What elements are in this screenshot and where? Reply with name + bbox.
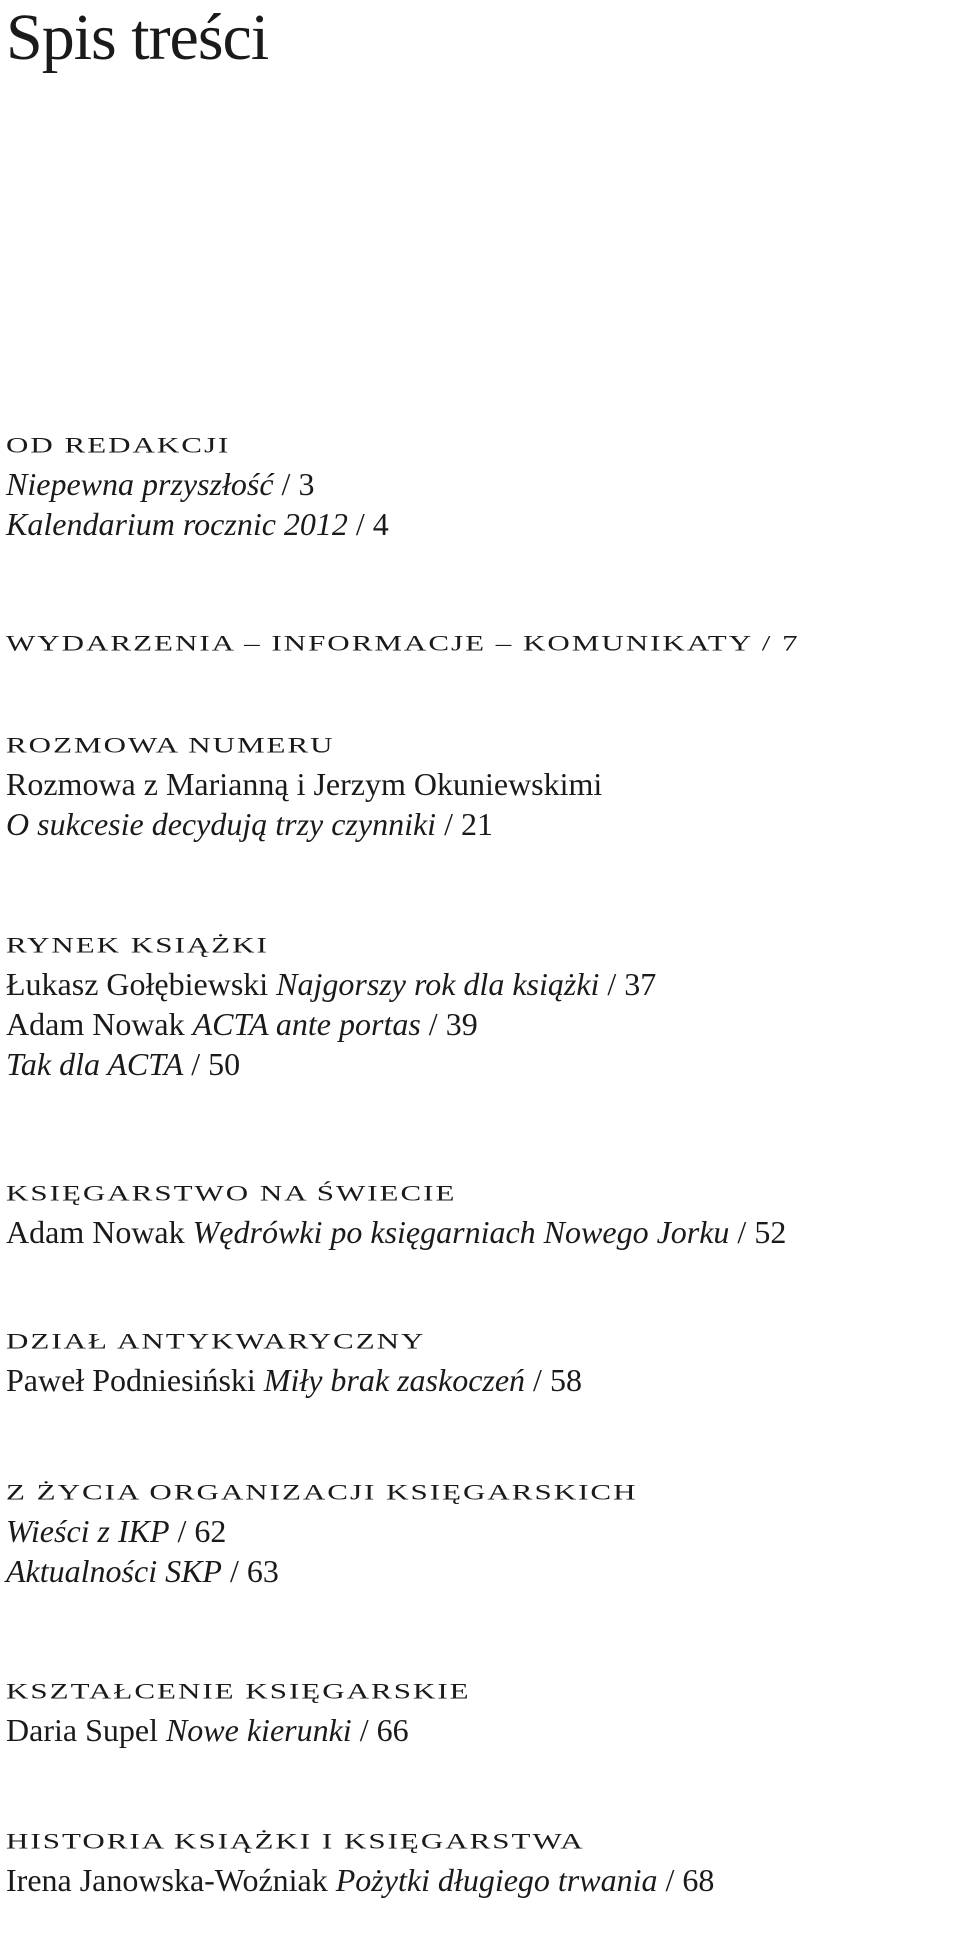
entry-author: Łukasz Gołębiewski bbox=[6, 966, 269, 1002]
page-separator: / bbox=[221, 1553, 247, 1589]
entry-page: 50 bbox=[208, 1046, 241, 1082]
entry-page: 3 bbox=[298, 466, 315, 502]
entry-author: Paweł Podniesiński bbox=[6, 1362, 256, 1398]
entry-title: Nowe kierunki bbox=[165, 1712, 352, 1748]
section-od-redakcji bbox=[6, 424, 956, 544]
page-separator: / bbox=[729, 1214, 755, 1250]
toc-entry-subtitle bbox=[6, 764, 956, 804]
section-heading: RYNEK KSIĄŻKI bbox=[6, 932, 269, 958]
section-heading-text: WYDARZENIA – INFORMACJE – KOMUNIKATY bbox=[6, 630, 752, 656]
page-separator: / bbox=[751, 630, 783, 656]
section-historia bbox=[6, 1820, 956, 1900]
page-separator: / bbox=[347, 506, 373, 542]
toc-entry[interactable] bbox=[6, 1511, 956, 1551]
entry-page: 63 bbox=[246, 1553, 279, 1589]
section-heading: DZIAŁ ANTYKWARYCZNY bbox=[6, 1328, 426, 1354]
section-wydarzenia bbox=[6, 622, 956, 662]
page-separator: / bbox=[657, 1862, 683, 1898]
toc-entry[interactable] bbox=[6, 1360, 956, 1400]
toc-entry[interactable] bbox=[6, 1710, 956, 1750]
section-ksztalcenie bbox=[6, 1670, 956, 1750]
entry-title: Niepewna przyszłość bbox=[6, 466, 274, 502]
page-separator: / bbox=[599, 966, 625, 1002]
section-rozmowa-numeru bbox=[6, 724, 956, 844]
entry-page: 58 bbox=[549, 1362, 582, 1398]
toc-entry[interactable] bbox=[6, 1860, 956, 1900]
page-separator: / bbox=[525, 1362, 550, 1398]
entry-page: 52 bbox=[754, 1214, 787, 1250]
section-heading: HISTORIA KSIĄŻKI I KSIĘGARSTWA bbox=[6, 1828, 585, 1854]
toc-entry[interactable] bbox=[6, 804, 956, 844]
entry-title: Aktualności SKP bbox=[6, 1553, 222, 1589]
entry-title: ACTA ante portas bbox=[192, 1006, 421, 1042]
entry-page: 68 bbox=[682, 1862, 715, 1898]
entry-author: Daria Supel bbox=[6, 1712, 158, 1748]
toc-entry[interactable] bbox=[6, 1004, 956, 1044]
entry-text: Rozmowa z Marianną i Jerzym Okuniewskimi bbox=[6, 766, 603, 802]
toc-entry[interactable] bbox=[6, 1044, 956, 1084]
section-heading: OD REDAKCJI bbox=[6, 432, 231, 458]
entry-page: 7 bbox=[782, 630, 800, 656]
entry-page: 4 bbox=[372, 506, 389, 542]
toc-entry[interactable] bbox=[6, 964, 956, 1004]
toc-entry[interactable] bbox=[6, 1212, 956, 1252]
entry-author: Adam Nowak bbox=[6, 1214, 185, 1250]
page-separator: / bbox=[420, 1006, 446, 1042]
entry-page: 21 bbox=[460, 806, 493, 842]
entry-author: Irena Janowska-Woźniak bbox=[6, 1862, 328, 1898]
entry-title: Miły brak zaskoczeń bbox=[263, 1362, 526, 1398]
page-title: Spis treści bbox=[6, 1, 269, 74]
toc-entry[interactable] bbox=[6, 504, 956, 544]
section-heading: KSIĘGARSTWO NA ŚWIECIE bbox=[6, 1180, 457, 1206]
section-z-zycia-organizacji bbox=[6, 1471, 956, 1591]
entry-title: O sukcesie decydują trzy czynniki bbox=[6, 806, 437, 842]
entry-title: Tak dla ACTA bbox=[6, 1046, 184, 1082]
section-heading[interactable] bbox=[6, 629, 956, 658]
page-separator: / bbox=[351, 1712, 377, 1748]
entry-title: Pożytki długiego trwania bbox=[335, 1862, 658, 1898]
section-heading: Z ŻYCIA ORGANIZACJI KSIĘGARSKICH bbox=[6, 1479, 638, 1505]
entry-title: Kalendarium rocznic 2012 bbox=[6, 506, 348, 542]
entry-title: Najgorszy rok dla książki bbox=[276, 966, 600, 1002]
entry-page: 66 bbox=[376, 1712, 409, 1748]
page-separator: / bbox=[273, 466, 299, 502]
page-separator: / bbox=[169, 1513, 195, 1549]
entry-page: 37 bbox=[624, 966, 657, 1002]
page-separator: / bbox=[436, 806, 461, 842]
section-heading: ROZMOWA NUMERU bbox=[6, 732, 335, 758]
entry-title: Wieści z IKP bbox=[6, 1513, 170, 1549]
entry-page: 62 bbox=[194, 1513, 227, 1549]
entry-page: 39 bbox=[445, 1006, 478, 1042]
section-heading: KSZTAŁCENIE KSIĘGARSKIE bbox=[6, 1678, 471, 1704]
toc-entry[interactable] bbox=[6, 1551, 956, 1591]
section-ksiegarstwo-na-swiecie bbox=[6, 1172, 956, 1252]
section-rynek-ksiazki bbox=[6, 924, 956, 1084]
entry-author: Adam Nowak bbox=[6, 1006, 185, 1042]
section-dzial-antykwaryczny bbox=[6, 1320, 956, 1400]
toc-entry[interactable] bbox=[6, 464, 956, 504]
entry-title: Wędrówki po księgarniach Nowego Jorku bbox=[192, 1214, 730, 1250]
page-separator: / bbox=[183, 1046, 209, 1082]
